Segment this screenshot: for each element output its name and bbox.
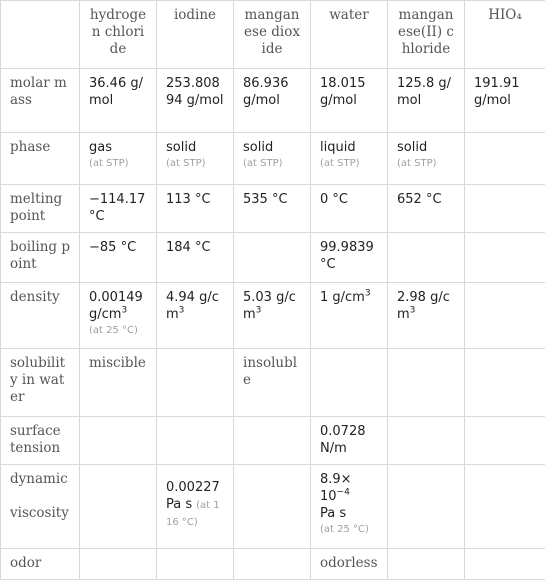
row-odor (1, 549, 545, 580)
column-header: manganese dioxide (234, 1, 311, 69)
table-cell (465, 417, 545, 465)
table-cell: 0.0728 N/m (311, 417, 388, 465)
table-cell (80, 465, 157, 549)
column-header: water (311, 1, 388, 69)
table-cell (234, 283, 311, 349)
viscosity-mantissa: 8.9× (320, 472, 352, 487)
table-cell (311, 283, 388, 349)
cell-value: liquid (320, 140, 356, 155)
table-cell (388, 417, 465, 465)
unit-exponent: 3 (179, 306, 185, 316)
table-cell (80, 417, 157, 465)
table-cell (157, 283, 234, 349)
table-cell (157, 549, 234, 580)
table-cell (311, 465, 388, 549)
table-cell (157, 349, 234, 417)
table-cell (157, 133, 234, 185)
table-cell (388, 133, 465, 185)
row-label-line: viscosity (10, 505, 70, 522)
row-molar-mass (1, 69, 545, 133)
table-cell (465, 233, 545, 283)
cell-note: (at STP) (166, 157, 224, 171)
table-cell: odorless (311, 549, 388, 580)
row-surface-tension (1, 417, 545, 465)
table-cell (465, 549, 545, 580)
unit-exponent: 3 (365, 289, 371, 299)
table-cell: insoluble (234, 349, 311, 417)
cell-note: (at 25 °C) (320, 523, 378, 537)
table-cell (465, 465, 545, 549)
table-cell: 86.936 g/mol (234, 69, 311, 133)
table-cell (465, 349, 545, 417)
cell-note: (at STP) (320, 157, 378, 171)
table-cell (465, 283, 545, 349)
cell-value: solid (243, 140, 273, 155)
table-cell: 535 °C (234, 185, 311, 233)
table-cell (234, 549, 311, 580)
row-melting-point (1, 185, 545, 233)
table-cell: 191.91 g/mol (465, 69, 545, 133)
column-header: manganese(II) chloride (388, 1, 465, 69)
table-cell (388, 549, 465, 580)
table-cell: 18.015 g/mol (311, 69, 388, 133)
cell-value: 0.00227 Pa s (166, 480, 220, 512)
table-cell (311, 349, 388, 417)
header-row (1, 1, 545, 69)
row-label: molar mass (1, 69, 80, 133)
row-label: odor (1, 549, 80, 580)
row-label: melting point (1, 185, 80, 233)
column-header: iodine (157, 1, 234, 69)
row-phase (1, 133, 545, 185)
table-cell: 99.9839 °C (311, 233, 388, 283)
row-label: density (1, 283, 80, 349)
row-label: surface tension (1, 417, 80, 465)
cell-value: 2.98 g/cm (397, 290, 450, 322)
cell-note: (at 116 °C) (166, 500, 220, 528)
cell-value: solid (397, 140, 427, 155)
cell-note: (at 25 °C) (89, 324, 147, 338)
cell-value: 1 g/cm (320, 290, 365, 305)
table-cell (80, 133, 157, 185)
row-label: solubility in water (1, 349, 80, 417)
table-cell (388, 283, 465, 349)
cell-note: (at STP) (397, 157, 455, 171)
table-cell (157, 465, 234, 549)
row-label: boiling point (1, 233, 80, 283)
table-cell: −85 °C (80, 233, 157, 283)
column-header: hydrogen chloride (80, 1, 157, 69)
table-cell (80, 549, 157, 580)
table-cell: 125.8 g/mol (388, 69, 465, 133)
viscosity-exponent: −4 (337, 488, 350, 498)
corner-cell (1, 1, 80, 69)
cell-value: 5.03 g/cm (243, 290, 296, 322)
row-label: phase (1, 133, 80, 185)
table-cell: 184 °C (157, 233, 234, 283)
row-dynamic-viscosity (1, 465, 545, 549)
row-label (1, 465, 80, 549)
unit-exponent: 3 (121, 306, 127, 316)
viscosity-unit: Pa s (320, 506, 346, 521)
column-header: HIO₄ (465, 1, 545, 69)
table-cell (234, 233, 311, 283)
table-cell (465, 185, 545, 233)
table-cell (157, 417, 234, 465)
unit-exponent: 3 (256, 306, 262, 316)
table-cell (234, 417, 311, 465)
cell-note: (at STP) (243, 157, 301, 171)
table-cell: 36.46 g/mol (80, 69, 157, 133)
table-cell: −114.17 °C (80, 185, 157, 233)
cell-value: 4.94 g/cm (166, 290, 219, 322)
table-cell (388, 349, 465, 417)
table-cell (234, 465, 311, 549)
table-cell (80, 283, 157, 349)
unit-exponent: 3 (410, 306, 416, 316)
row-density (1, 283, 545, 349)
table-cell: 652 °C (388, 185, 465, 233)
table-cell (311, 133, 388, 185)
cell-value: 0.00149 g/cm (89, 290, 143, 322)
table-cell (388, 465, 465, 549)
table-cell (234, 133, 311, 185)
table-cell: 0 °C (311, 185, 388, 233)
table-cell (465, 133, 545, 185)
cell-value: gas (89, 140, 112, 155)
cell-value: solid (166, 140, 196, 155)
table-cell (388, 233, 465, 283)
cell-note: (at STP) (89, 157, 147, 171)
viscosity-base: 10 (320, 489, 337, 504)
table-cell: 253.80894 g/mol (157, 69, 234, 133)
row-solubility (1, 349, 545, 417)
table-cell: miscible (80, 349, 157, 417)
row-label-line: dynamic (10, 471, 70, 488)
row-boiling-point (1, 233, 545, 283)
table-cell: 113 °C (157, 185, 234, 233)
